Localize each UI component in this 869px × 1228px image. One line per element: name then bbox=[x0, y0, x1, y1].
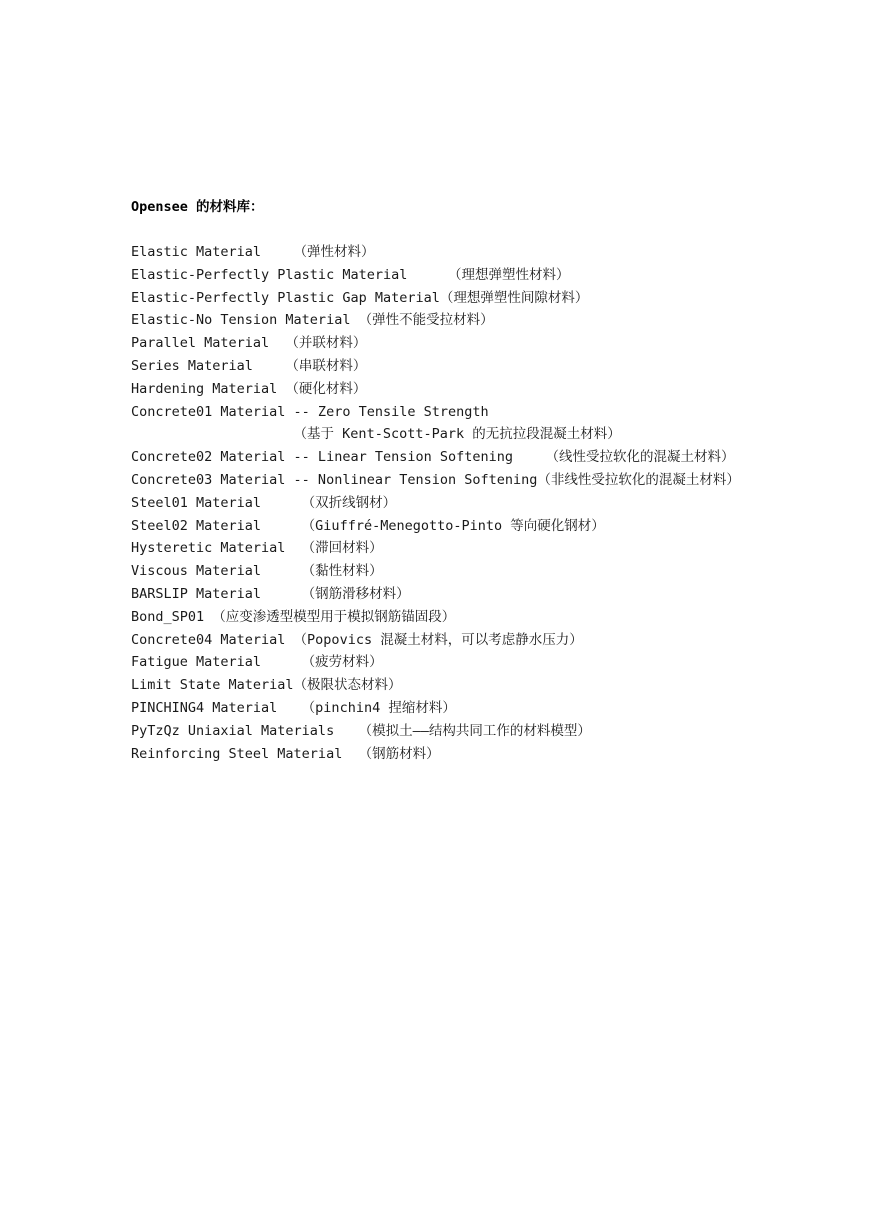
material-line: Steel02 Material （Giuffré-Menegotto-Pinto 等向硬化钢材） bbox=[131, 517, 605, 534]
material-line: Reinforcing Steel Material （钢筋材料） bbox=[131, 745, 440, 762]
material-line: Viscous Material （黏性材料） bbox=[131, 563, 383, 580]
material-line: Elastic-Perfectly Plastic Gap Material（理想弹塑性间隙材料） bbox=[131, 289, 589, 306]
material-list bbox=[131, 241, 831, 765]
document-heading: Opensee 的材料库： bbox=[131, 199, 264, 215]
material-line-continuation: （基于 Kent-Scott-Park 的无抗拉段混凝土材料） bbox=[131, 426, 621, 443]
material-line: BARSLIP Material （钢筋滑移材料） bbox=[131, 585, 410, 602]
material-line: Elastic Material （弹性材料） bbox=[131, 244, 375, 260]
material-line: Bond_SP01 （应变渗透型模型用于模拟钢筋锚固段） bbox=[131, 608, 456, 625]
material-line: Limit State Material（极限状态材料） bbox=[131, 677, 402, 694]
material-line: Concrete02 Material -- Linear Tension Softening （线性受拉软化的混凝土材料） bbox=[131, 449, 735, 466]
material-line: Hysteretic Material （滞回材料） bbox=[131, 540, 383, 557]
material-line: Hardening Material （硬化材料） bbox=[131, 380, 367, 397]
material-line: Fatigue Material （疲劳材料） bbox=[131, 654, 383, 671]
material-line: Series Material （串联材料） bbox=[131, 357, 367, 374]
material-line: Concrete03 Material -- Nonlinear Tension Softening（非线性受拉软化的混凝土材料） bbox=[131, 471, 740, 488]
material-line: Steel01 Material （双折线钢材） bbox=[131, 494, 397, 511]
document-content bbox=[131, 196, 831, 765]
material-line: Parallel Material （并联材料） bbox=[131, 335, 367, 352]
material-line: Concrete04 Material （Popovics 混凝土材料，可以考虑静水压力） bbox=[131, 631, 583, 648]
material-line: Concrete01 Material -- Zero Tensile Strength bbox=[131, 403, 489, 420]
material-line: PINCHING4 Material （pinchin4 捏缩材料） bbox=[131, 699, 456, 716]
material-line: Elastic-No Tension Material （弹性不能受拉材料） bbox=[131, 312, 494, 329]
material-line: Elastic-Perfectly Plastic Material （理想弹塑性材料） bbox=[131, 266, 570, 283]
material-line: PyTzQz Uniaxial Materials （模拟土——结构共同工作的材料模型） bbox=[131, 722, 591, 739]
